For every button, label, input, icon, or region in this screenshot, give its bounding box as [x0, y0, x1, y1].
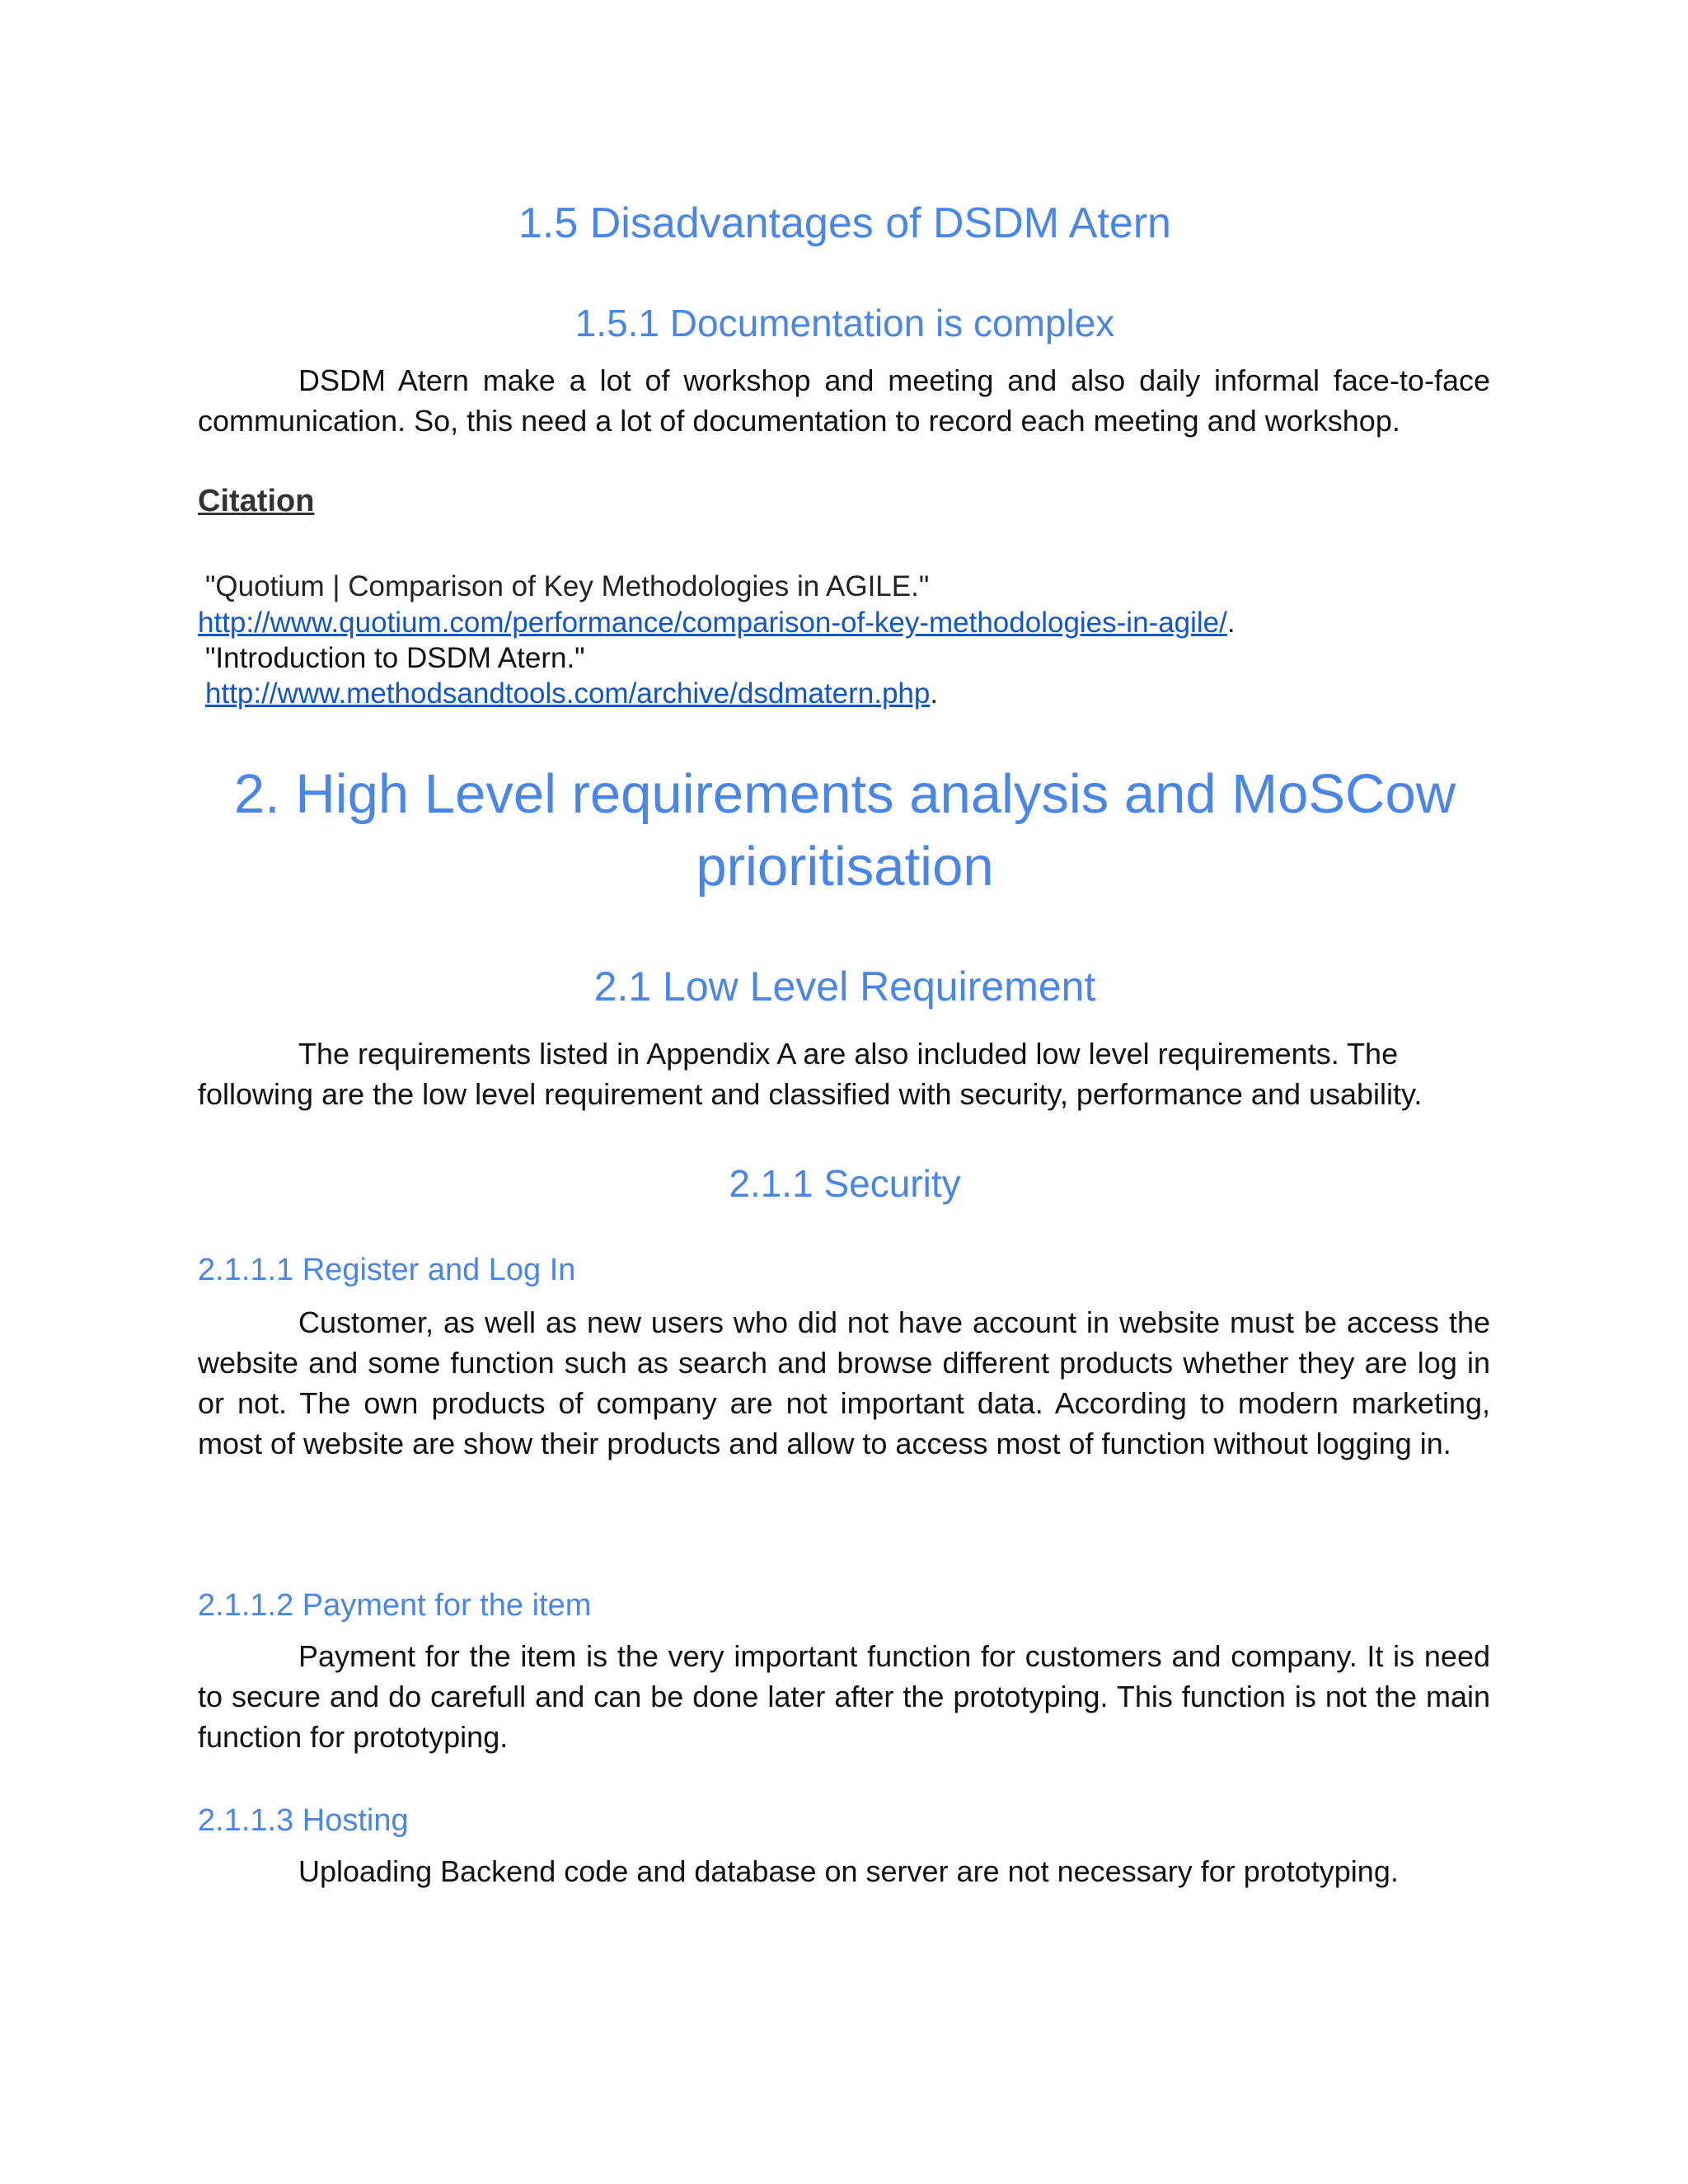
paragraph-low-level-requirement: The requirements listed in Appendix A are also included low level requirements. The following are the low level requirement and classified with security, performance and usability. — [198, 1037, 1423, 1111]
requirement-heading-hosting: 2.1.1.3 Hosting — [198, 1803, 409, 1838]
citation-link-methodsandtools[interactable]: http://www.methodsandtools.com/archive/dsdmatern.php — [205, 677, 931, 710]
citation-suffix-2: . — [930, 677, 939, 710]
citation-heading: Citation — [198, 484, 315, 518]
citation-link-line-1 — [198, 605, 1236, 641]
citation-link-quotium[interactable]: http://www.quotium.com/performance/comparison-of-key-methodologies-in-agile/ — [198, 607, 1227, 639]
citation-title-1: "Quotium | Comparison of Key Methodologies in AGILE." — [205, 570, 930, 602]
section-heading-2-1-1: 2.1.1 Security — [729, 1162, 961, 1205]
section-heading-2: 2. High Level requirements analysis and MoSCow prioritisation — [233, 763, 1456, 898]
citation-suffix-1: . — [1226, 607, 1236, 639]
citation-link-line-2 — [205, 676, 938, 712]
section-heading-1-5: 1.5 Disadvantages of DSDM Atern — [518, 199, 1171, 247]
requirement-heading-payment: 2.1.1.2 Payment for the item — [198, 1588, 592, 1623]
paragraph-hosting: Uploading Backend code and database on server are not necessary for prototyping. — [298, 1854, 1399, 1888]
paragraph-register: Customer, as well as new users who did not have account in website must be access the website and some function such as search and browse different products whether they are log in or not. The own products of company are not important data. According to modern marketing, most of website are show their products and allow to access most of function without logging in. — [198, 1305, 1490, 1460]
section-heading-1-5-1: 1.5.1 Documentation is complex — [574, 302, 1115, 344]
paragraph-documentation: DSDM Atern make a lot of workshop and meeting and also daily informal face-to-face communication. So, this need a lot of documentation to record each meeting and workshop. — [198, 363, 1490, 438]
citation-title-2: "Introduction to DSDM Atern." — [205, 642, 585, 674]
section-heading-2-1: 2.1 Low Level Requirement — [593, 963, 1096, 1010]
requirement-heading-register: 2.1.1.1 Register and Log In — [198, 1253, 576, 1287]
paragraph-payment: Payment for the item is the very important function for customers and company. It is need to secure and do carefull and can be done later after the prototyping. This function is not the main function for prototyping. — [198, 1639, 1490, 1754]
